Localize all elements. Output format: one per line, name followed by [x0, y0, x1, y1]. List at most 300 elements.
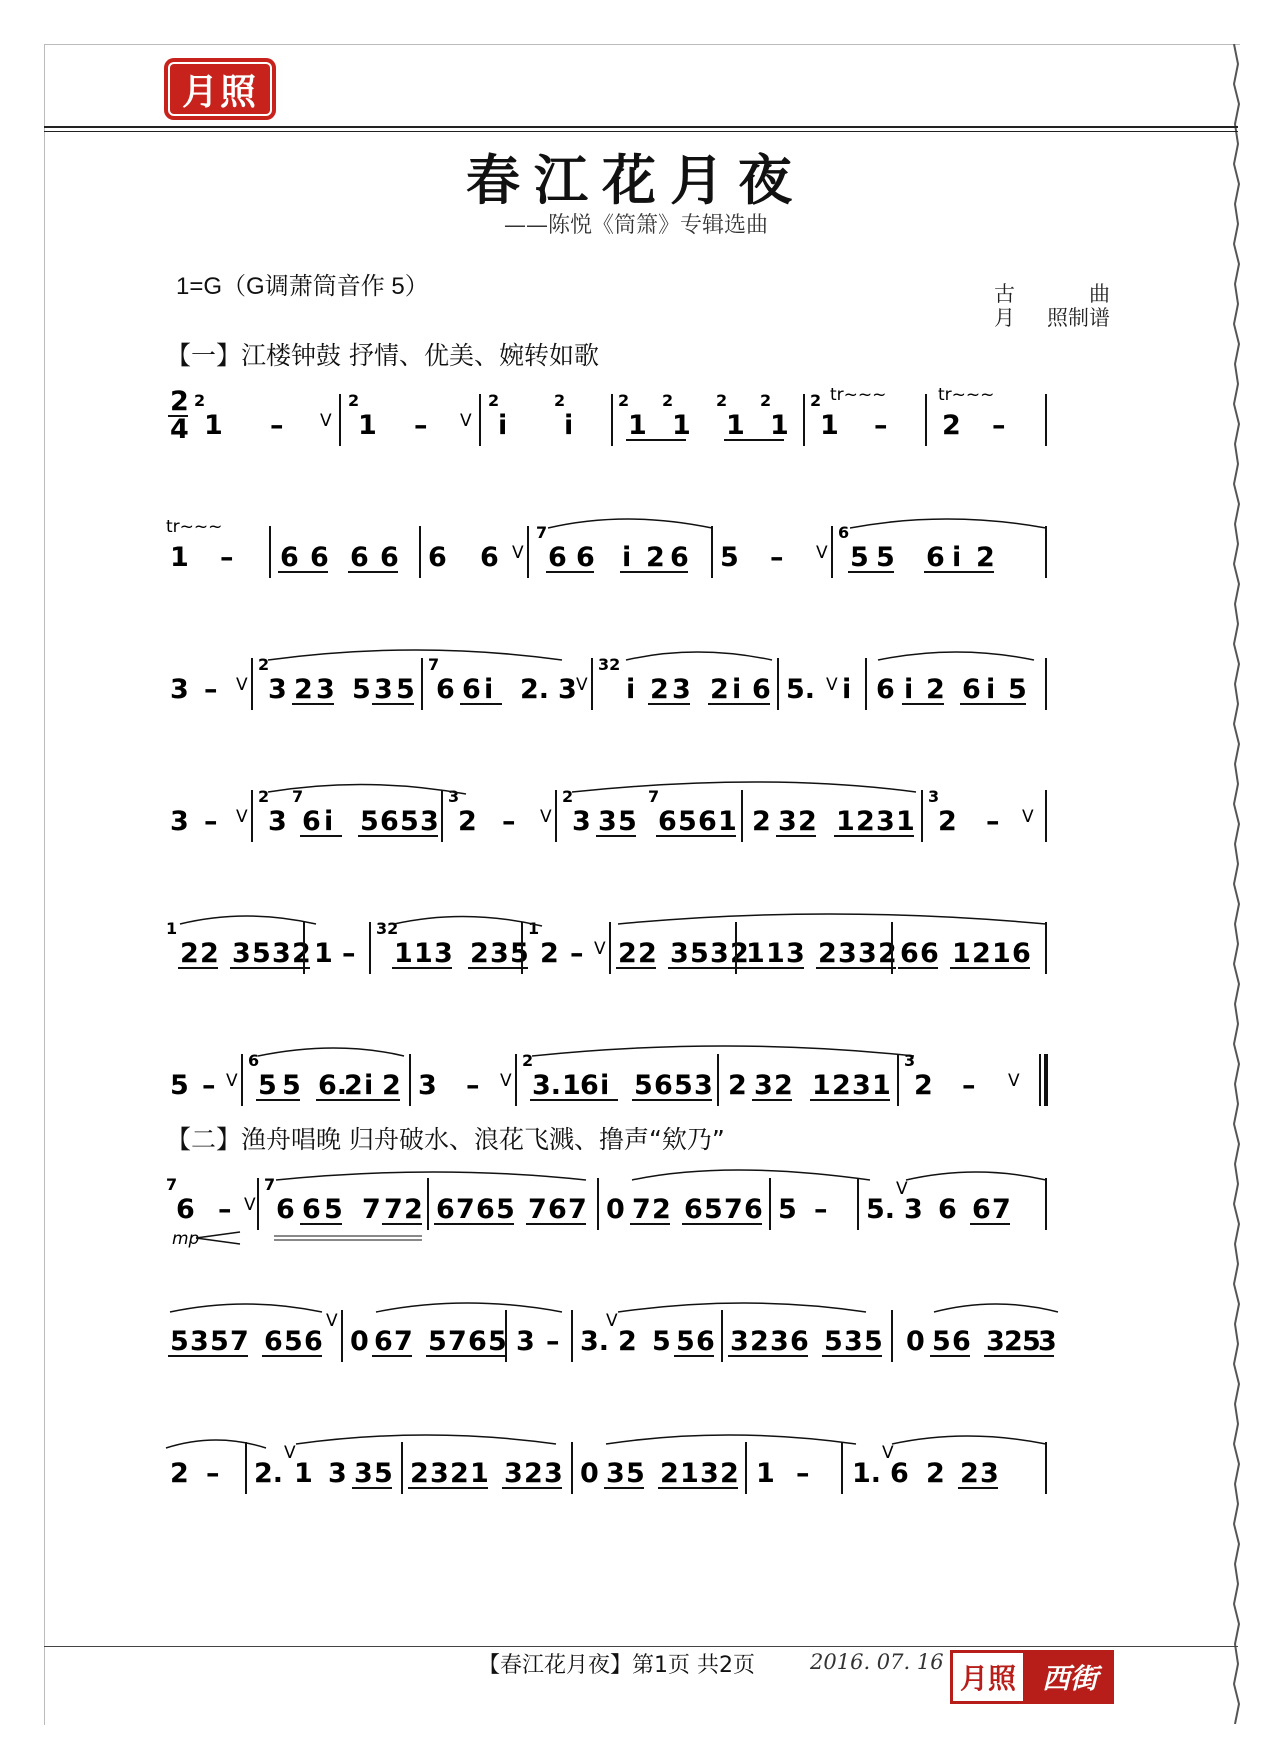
svg-text:5.: 5.	[786, 674, 816, 705]
page-subtitle: ——陈悦《筒箫》专辑选曲	[503, 213, 768, 238]
svg-text:5: 5	[876, 542, 895, 573]
svg-text:2: 2	[832, 1070, 851, 1101]
svg-text:6: 6	[684, 1194, 703, 1225]
svg-text:7: 7	[394, 1326, 413, 1357]
svg-text:2: 2	[942, 410, 961, 441]
svg-text:1: 1	[726, 410, 745, 441]
svg-text:3: 3	[928, 787, 940, 806]
svg-text:i: i	[952, 542, 962, 573]
svg-text:3: 3	[844, 1326, 863, 1357]
svg-text:2: 2	[618, 938, 637, 969]
svg-text:6: 6	[374, 1326, 393, 1357]
svg-text:2: 2	[348, 391, 360, 410]
svg-text:1: 1	[294, 1458, 313, 1489]
svg-text:6: 6	[876, 674, 895, 705]
svg-text:tr~~~: tr~~~	[938, 385, 995, 405]
svg-text:2: 2	[258, 655, 270, 674]
svg-text:–: –	[814, 1194, 828, 1225]
composer-line1-a: 古	[994, 282, 1015, 306]
svg-text:3: 3	[490, 938, 509, 969]
svg-text:6: 6	[436, 674, 455, 705]
svg-text:5: 5	[1008, 674, 1027, 705]
svg-text:32: 32	[376, 919, 399, 938]
svg-text:2: 2	[798, 806, 817, 837]
svg-text:7: 7	[384, 1194, 403, 1225]
svg-text:6: 6	[310, 542, 329, 573]
svg-text:6: 6	[248, 1051, 260, 1070]
svg-text:6: 6	[176, 1194, 195, 1225]
svg-text:V: V	[1008, 1071, 1020, 1091]
svg-text:6: 6	[436, 1194, 455, 1225]
svg-text:2: 2	[618, 391, 630, 410]
svg-text:3: 3	[598, 806, 617, 837]
svg-text:5: 5	[676, 1326, 695, 1357]
svg-text:6: 6	[480, 542, 499, 573]
svg-text:3: 3	[778, 806, 797, 837]
svg-text:1: 1	[992, 938, 1011, 969]
svg-text:2: 2	[554, 391, 566, 410]
svg-text:0: 0	[606, 1194, 625, 1225]
svg-text:3: 3	[170, 674, 189, 705]
svg-text:2: 2	[524, 1458, 543, 1489]
svg-text:tr~~~: tr~~~	[830, 385, 887, 405]
svg-text:3: 3	[904, 1194, 923, 1225]
composer-line1-b: 曲	[1089, 282, 1110, 306]
svg-text:i: i	[732, 674, 742, 705]
staff-1-notation	[166, 376, 1114, 486]
svg-text:5: 5	[824, 1326, 843, 1357]
svg-text:2: 2	[662, 391, 674, 410]
svg-text:2: 2	[652, 1194, 671, 1225]
svg-text:3: 3	[328, 1458, 347, 1489]
svg-text:6: 6	[752, 674, 771, 705]
svg-text:7: 7	[528, 1194, 547, 1225]
svg-text:–: –	[874, 410, 888, 441]
svg-text:i: i	[564, 410, 574, 441]
staff-line-7	[166, 1160, 1114, 1270]
svg-text:5: 5	[1022, 1326, 1041, 1357]
svg-text:5: 5	[284, 1326, 303, 1357]
svg-text:2: 2	[716, 391, 728, 410]
svg-text:3: 3	[434, 938, 453, 969]
svg-text:7: 7	[428, 655, 440, 674]
svg-text:3: 3	[190, 1326, 209, 1357]
svg-text:5: 5	[932, 1326, 951, 1357]
svg-text:4: 4	[170, 414, 189, 445]
svg-text:7: 7	[724, 1194, 743, 1225]
svg-text:2: 2	[728, 1070, 747, 1101]
svg-text:3: 3	[170, 806, 189, 837]
svg-text:5: 5	[396, 674, 415, 705]
svg-text:3: 3	[572, 806, 591, 837]
svg-text:V: V	[500, 1071, 512, 1091]
svg-text:5: 5	[690, 938, 709, 969]
svg-text:7: 7	[992, 1194, 1011, 1225]
composer-line2-a: 月	[994, 306, 1015, 330]
svg-text:2: 2	[774, 1070, 793, 1101]
svg-text:2: 2	[522, 1051, 534, 1070]
svg-text:6: 6	[304, 1326, 323, 1357]
svg-text:5: 5	[626, 1458, 645, 1489]
svg-text:2: 2	[878, 938, 897, 969]
svg-text:–: –	[986, 806, 1000, 837]
svg-text:5: 5	[488, 1326, 507, 1357]
svg-text:2: 2	[458, 806, 477, 837]
svg-text:1: 1	[836, 806, 855, 837]
svg-text:6: 6	[350, 542, 369, 573]
svg-text:5: 5	[850, 542, 869, 573]
svg-text:7: 7	[264, 1175, 276, 1194]
svg-text:i: i	[842, 674, 852, 705]
svg-text:2: 2	[818, 938, 837, 969]
svg-text:1: 1	[314, 938, 333, 969]
svg-text:3: 3	[268, 674, 287, 705]
svg-text:V: V	[236, 807, 248, 827]
svg-text:2: 2	[410, 1458, 429, 1489]
svg-text:1: 1	[672, 410, 691, 441]
svg-text:5: 5	[252, 938, 271, 969]
svg-text:3: 3	[420, 806, 439, 837]
svg-text:5: 5	[704, 1194, 723, 1225]
svg-text:5: 5	[352, 674, 371, 705]
composer-line2-b: 照制谱	[1047, 306, 1110, 330]
svg-text:3: 3	[544, 1458, 563, 1489]
svg-text:3: 3	[268, 806, 287, 837]
svg-text:2: 2	[618, 1326, 637, 1357]
svg-text:1: 1	[952, 938, 971, 969]
svg-text:2: 2	[488, 391, 500, 410]
svg-text:7: 7	[448, 1326, 467, 1357]
svg-text:2.: 2.	[520, 674, 550, 705]
svg-text:–: –	[962, 1070, 976, 1101]
svg-text:6: 6	[280, 542, 299, 573]
svg-text:2: 2	[856, 806, 875, 837]
svg-text:V: V	[540, 807, 552, 827]
svg-text:3: 3	[418, 1070, 437, 1101]
svg-text:–: –	[570, 938, 584, 969]
svg-text:5: 5	[428, 1326, 447, 1357]
staff-9-notation	[166, 1424, 1114, 1534]
svg-text:2: 2	[294, 674, 313, 705]
svg-text:3: 3	[730, 1326, 749, 1357]
svg-text:1: 1	[414, 938, 433, 969]
svg-text:V: V	[236, 675, 248, 695]
svg-text:i: i	[498, 410, 508, 441]
svg-text:3: 3	[430, 1458, 449, 1489]
svg-text:5: 5	[864, 1326, 883, 1357]
svg-text:6: 6	[938, 1194, 957, 1225]
svg-text:i: i	[484, 674, 494, 705]
svg-text:7: 7	[362, 1194, 381, 1225]
page-title: 春江花月夜	[466, 148, 806, 212]
svg-text:i: i	[904, 674, 914, 705]
svg-text:7: 7	[632, 1194, 651, 1225]
svg-text:2: 2	[646, 542, 665, 573]
svg-text:6: 6	[302, 1194, 321, 1225]
svg-text:3: 3	[374, 674, 393, 705]
svg-text:6: 6	[838, 523, 850, 542]
staff-line-8	[166, 1292, 1114, 1402]
svg-text:2: 2	[382, 1070, 401, 1101]
svg-text:2: 2	[450, 1458, 469, 1489]
svg-text:–: –	[546, 1326, 560, 1357]
svg-text:2: 2	[1004, 1326, 1023, 1357]
composer-credit	[994, 282, 1110, 330]
svg-text:V: V	[826, 675, 838, 695]
footer-rule	[44, 1646, 1238, 1647]
svg-text:1: 1	[170, 542, 189, 573]
svg-text:–: –	[220, 542, 234, 573]
staff-5-notation	[166, 904, 1114, 1014]
svg-text:2: 2	[180, 938, 199, 969]
svg-text:2: 2	[470, 938, 489, 969]
page-footer: 【春江花月夜】第1页 共2页	[478, 1653, 755, 1678]
svg-text:V: V	[896, 1179, 908, 1199]
svg-text:2.: 2.	[254, 1458, 284, 1489]
svg-text:6: 6	[548, 1194, 567, 1225]
svg-text:1: 1	[394, 938, 413, 969]
staff-line-2	[166, 508, 1114, 618]
svg-text:6: 6	[654, 1070, 673, 1101]
svg-text:2: 2	[170, 386, 189, 417]
svg-text:6: 6	[380, 806, 399, 837]
svg-text:7: 7	[536, 523, 548, 542]
svg-text:1: 1	[528, 919, 540, 938]
svg-text:6: 6	[926, 542, 945, 573]
svg-text:–: –	[204, 674, 218, 705]
svg-text:V: V	[882, 1443, 894, 1463]
svg-text:–: –	[414, 410, 428, 441]
svg-text:3: 3	[980, 1458, 999, 1489]
svg-text:–: –	[270, 410, 284, 441]
svg-text:i: i	[324, 806, 334, 837]
svg-text:1: 1	[872, 1070, 891, 1101]
svg-text:3: 3	[700, 1458, 719, 1489]
staff-line-1	[166, 376, 1114, 486]
svg-text:7: 7	[166, 1175, 178, 1194]
svg-text:6: 6	[962, 674, 981, 705]
svg-text:–: –	[992, 410, 1006, 441]
svg-text:6: 6	[696, 1326, 715, 1357]
staff-2-notation	[166, 508, 1114, 618]
staff-line-9	[166, 1424, 1114, 1534]
svg-text:3: 3	[770, 1326, 789, 1357]
header-rule-thin	[44, 131, 1238, 132]
svg-text:5: 5	[374, 1458, 393, 1489]
svg-text:0: 0	[350, 1326, 369, 1357]
svg-text:2: 2	[810, 391, 822, 410]
svg-text:5: 5	[510, 938, 529, 969]
svg-text:3: 3	[904, 1051, 916, 1070]
key-signature: 1=G（G调萧筒音作 5）	[176, 273, 429, 300]
svg-text:1: 1	[770, 410, 789, 441]
svg-text:i: i	[626, 674, 636, 705]
svg-text:V: V	[576, 675, 588, 695]
svg-text:2: 2	[976, 542, 995, 573]
svg-text:5: 5	[778, 1194, 797, 1225]
staff-3-notation	[166, 640, 1114, 750]
svg-text:6: 6	[276, 1194, 295, 1225]
svg-text:–: –	[204, 806, 218, 837]
svg-text:6: 6	[972, 1194, 991, 1225]
svg-text:6: 6	[790, 1326, 809, 1357]
svg-text:2: 2	[258, 787, 270, 806]
svg-text:7: 7	[292, 787, 304, 806]
svg-text:5: 5	[720, 542, 739, 573]
svg-text:3.: 3.	[580, 1326, 610, 1357]
svg-text:–: –	[218, 1194, 232, 1225]
section-heading-1: 【一】江楼钟鼓 抒情、优美、婉转如歌	[166, 341, 599, 370]
svg-text:2: 2	[926, 674, 945, 705]
svg-text:6: 6	[744, 1194, 763, 1225]
svg-text:3: 3	[754, 1070, 773, 1101]
svg-text:3: 3	[516, 1326, 535, 1357]
staff-line-5	[166, 904, 1114, 1014]
svg-text:6: 6	[548, 542, 567, 573]
svg-text:3: 3	[272, 938, 291, 969]
svg-text:1: 1	[680, 1458, 699, 1489]
staff-4-notation	[166, 772, 1114, 882]
svg-text:3: 3	[670, 938, 689, 969]
header-rule	[44, 126, 1238, 128]
svg-text:5: 5	[258, 1070, 277, 1101]
svg-text:2: 2	[200, 938, 219, 969]
svg-text:–: –	[202, 1070, 216, 1101]
svg-text:32: 32	[598, 655, 621, 674]
svg-text:3: 3	[710, 938, 729, 969]
svg-text:1: 1	[358, 410, 377, 441]
svg-text:2: 2	[292, 938, 311, 969]
svg-text:0: 0	[906, 1326, 925, 1357]
svg-text:5: 5	[170, 1070, 189, 1101]
svg-text:1: 1	[766, 938, 785, 969]
svg-text:2: 2	[650, 674, 669, 705]
svg-text:3: 3	[672, 674, 691, 705]
svg-text:1: 1	[812, 1070, 831, 1101]
svg-text:3.: 3.	[532, 1070, 562, 1101]
svg-text:6: 6	[302, 806, 321, 837]
svg-text:6: 6	[890, 1458, 909, 1489]
staff-line-4	[166, 772, 1114, 882]
svg-text:2: 2	[914, 1070, 933, 1101]
svg-text:2: 2	[938, 806, 957, 837]
svg-text:2: 2	[752, 806, 771, 837]
svg-text:6: 6	[576, 542, 595, 573]
svg-text:5.: 5.	[866, 1194, 896, 1225]
section-heading-2: 【二】渔舟唱晚 归舟破水、浪花飞溅、撸声“欸乃”	[166, 1125, 725, 1154]
svg-text:5: 5	[652, 1326, 671, 1357]
svg-text:6: 6	[476, 1194, 495, 1225]
svg-text:3: 3	[558, 674, 577, 705]
yuezhao-xijie-stamp-logo	[950, 1650, 1114, 1704]
svg-text:6: 6	[670, 542, 689, 573]
svg-text:2: 2	[730, 938, 749, 969]
svg-text:1: 1	[718, 806, 737, 837]
svg-text:i: i	[986, 674, 996, 705]
svg-text:V: V	[1022, 807, 1034, 827]
svg-text:3: 3	[858, 938, 877, 969]
svg-text:i: i	[600, 1070, 610, 1101]
svg-text:6: 6	[264, 1326, 283, 1357]
svg-text:3: 3	[986, 1326, 1005, 1357]
svg-text:–: –	[770, 542, 784, 573]
svg-text:7: 7	[568, 1194, 587, 1225]
svg-text:5: 5	[674, 1070, 693, 1101]
svg-text:1: 1	[746, 938, 765, 969]
svg-text:5: 5	[324, 1194, 343, 1225]
svg-text:5: 5	[634, 1070, 653, 1101]
svg-text:7: 7	[648, 787, 660, 806]
yuezhao-seal-logo: 月照	[164, 58, 276, 120]
svg-text:V: V	[594, 939, 606, 959]
svg-text:1: 1	[204, 410, 223, 441]
svg-text:5: 5	[496, 1194, 515, 1225]
svg-text:V: V	[512, 543, 524, 563]
svg-text:6.: 6.	[318, 1070, 348, 1101]
svg-text:3: 3	[316, 674, 335, 705]
svg-text:1: 1	[756, 1458, 775, 1489]
svg-text:6: 6	[698, 806, 717, 837]
svg-text:2: 2	[926, 1458, 945, 1489]
svg-text:2: 2	[170, 1458, 189, 1489]
svg-text:6: 6	[468, 1326, 487, 1357]
svg-text:2: 2	[404, 1194, 423, 1225]
svg-text:–: –	[502, 806, 516, 837]
svg-text:V: V	[606, 1311, 618, 1331]
svg-text:0: 0	[580, 1458, 599, 1489]
svg-text:2: 2	[562, 787, 574, 806]
staff-7-notation	[166, 1160, 1114, 1270]
svg-text:5: 5	[400, 806, 419, 837]
svg-text:V: V	[244, 1195, 256, 1215]
svg-text:1: 1	[470, 1458, 489, 1489]
svg-text:–: –	[342, 938, 356, 969]
svg-text:2: 2	[750, 1326, 769, 1357]
svg-text:–: –	[206, 1458, 220, 1489]
svg-text:7: 7	[456, 1194, 475, 1225]
svg-text:V: V	[226, 1071, 238, 1091]
svg-text:7: 7	[230, 1326, 249, 1357]
svg-text:V: V	[284, 1443, 296, 1463]
svg-text:6: 6	[462, 674, 481, 705]
svg-text:5: 5	[618, 806, 637, 837]
svg-text:3: 3	[852, 1070, 871, 1101]
svg-text:2: 2	[972, 938, 991, 969]
svg-text:1: 1	[896, 806, 915, 837]
svg-text:5: 5	[170, 1326, 189, 1357]
svg-text:6: 6	[428, 542, 447, 573]
svg-text:1: 1	[628, 410, 647, 441]
svg-text:3: 3	[786, 938, 805, 969]
svg-text:1.: 1.	[852, 1458, 882, 1489]
svg-text:V: V	[816, 543, 828, 563]
svg-text:2: 2	[638, 938, 657, 969]
svg-text:3: 3	[504, 1458, 523, 1489]
svg-text:V: V	[320, 411, 332, 431]
svg-text:3: 3	[694, 1070, 713, 1101]
svg-text:–: –	[466, 1070, 480, 1101]
svg-text:1: 1	[562, 1070, 581, 1101]
svg-text:3: 3	[448, 787, 460, 806]
svg-text:3: 3	[1038, 1326, 1057, 1357]
svg-text:2: 2	[540, 938, 559, 969]
svg-text:2: 2	[194, 391, 206, 410]
dynamic-mp: mp	[172, 1229, 200, 1249]
svg-text:6: 6	[900, 938, 919, 969]
svg-text:3: 3	[354, 1458, 373, 1489]
svg-text:V: V	[326, 1311, 338, 1331]
svg-text:3: 3	[876, 806, 895, 837]
